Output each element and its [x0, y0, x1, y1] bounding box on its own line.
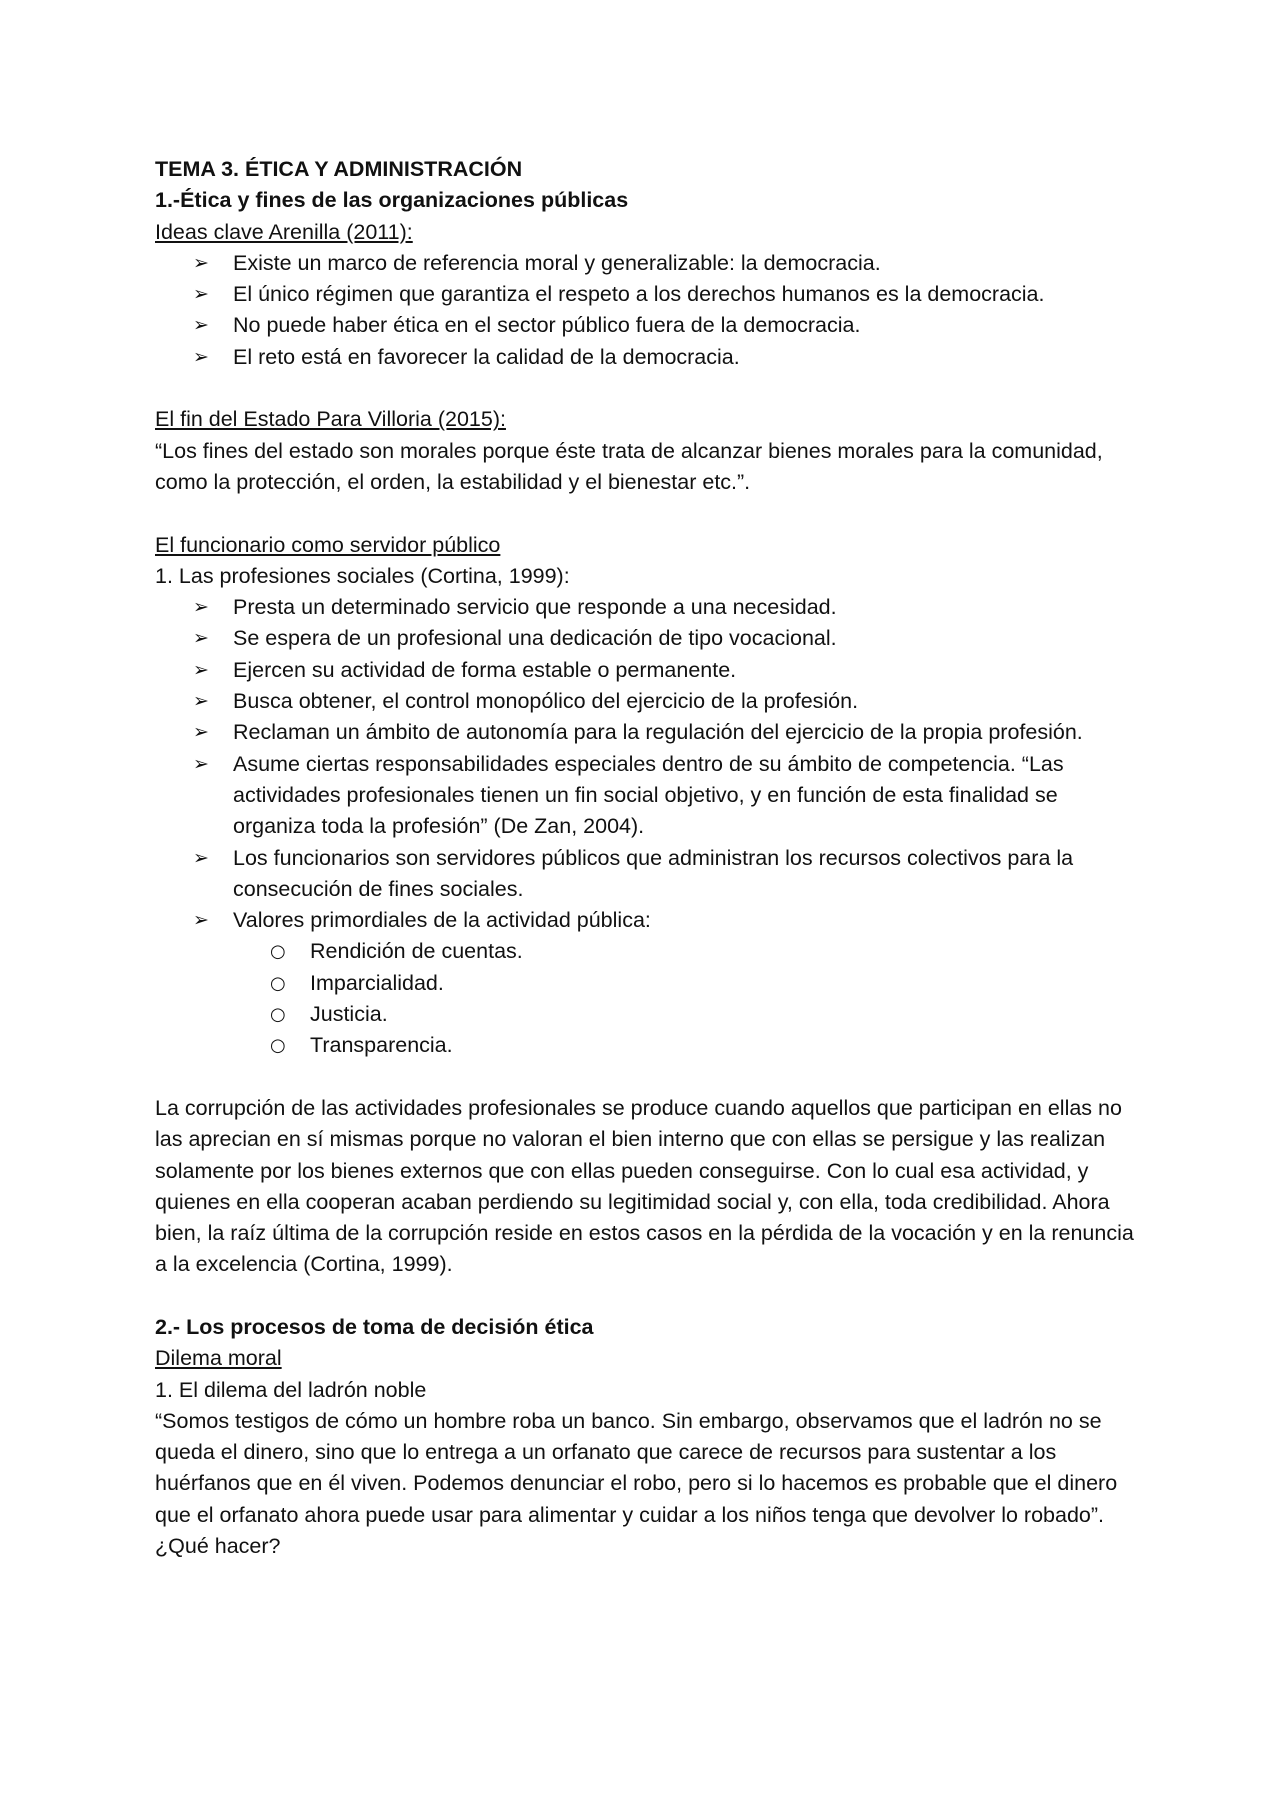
- list-item: ○ Rendición de cuentas.: [155, 936, 1145, 967]
- arrow-bullet-icon: ➢: [193, 752, 209, 775]
- arrow-bullet-icon: ➢: [193, 909, 209, 932]
- list-item: ➢ Los funcionarios son servidores públicos que administran los recursos colectivos para la consecución de fines sociales.: [155, 843, 1145, 906]
- arrow-bullet-icon: ➢: [193, 627, 209, 650]
- arrow-bullet-icon: ➢: [193, 283, 209, 306]
- list-item: ➢ Ejercen su actividad de forma estable o permanente.: [155, 655, 1145, 686]
- document-title: TEMA 3. ÉTICA Y ADMINISTRACIÓN: [155, 157, 523, 181]
- dilema-quote: “Somos testigos de cómo un hombre roba un banco. Sin embargo, observamos que el ladrón no se queda el dinero, sino que lo entrega a un orfanato que carece de recursos para sustentar a los huérfanos que en él viven. Podemos denunciar el robo, pero si lo hacemos es probable que el dinero que el orfanato ahora puede usar para alimentar y cuidar a los niños tenga que devolver lo robado”.: [155, 1408, 1118, 1527]
- arrow-bullet-icon: ➢: [193, 721, 209, 744]
- circle-bullet-icon: ○: [270, 972, 286, 994]
- profesiones-label: 1. Las profesiones sociales (Cortina, 1999):: [155, 563, 570, 588]
- section-1-heading: 1.-Ética y fines de las organizaciones públicas: [155, 188, 629, 213]
- list-item: ➢ El reto está en favorecer la calidad de la democracia.: [155, 342, 1145, 373]
- circle-bullet-icon: ○: [270, 1035, 286, 1057]
- arrow-bullet-icon: ➢: [193, 596, 209, 619]
- corrupcion-paragraph: La corrupción de las actividades profesionales se produce cuando aquellos que participan en ellas no las aprecian en sí mismas porque no valoran el bien interno que con ellas se persigue y las realizan solamente por los bienes externos que con ellas pueden conseguirse. Con lo cual esa actividad, y quienes en ella cooperan acaban perdiendo su legitimidad social y, con ella, toda credibilidad. Ahora bien, la raíz última de la corrupción reside en estos casos en la pérdida de la vocación y en la renuncia a la excelencia (Cortina, 1999).: [155, 1095, 1134, 1277]
- list-item: ○ Justicia.: [155, 999, 1145, 1030]
- section-2-heading: 2.- Los procesos de toma de decisión ética: [155, 1314, 594, 1339]
- arrow-bullet-icon: ➢: [193, 251, 209, 274]
- funcionario-label: El funcionario como servidor público: [155, 532, 501, 557]
- list-item: ➢ Asume ciertas responsabilidades especiales dentro de su ámbito de competencia. “Las actividades profesionales tienen un fin social objetivo, y en función de esta finalidad se organiza toda la profesión” (De Zan, 2004).: [155, 749, 1145, 843]
- list-item: ➢ Se espera de un profesional una dedicación de tipo vocacional.: [155, 623, 1145, 654]
- arrow-bullet-icon: ➢: [193, 658, 209, 681]
- valores-list: [155, 936, 1145, 1061]
- arrow-bullet-icon: ➢: [193, 690, 209, 713]
- list-item: ➢ Presta un determinado servicio que responde a una necesidad.: [155, 592, 1145, 623]
- question-text: ¿Qué hacer?: [155, 1534, 281, 1559]
- list-item: ➢ El único régimen que garantiza el respeto a los derechos humanos es la democracia.: [155, 279, 1145, 310]
- ideas-clave-list: [155, 248, 1145, 373]
- list-item: ➢ No puede haber ética en el sector público fuera de la democracia.: [155, 310, 1145, 341]
- ideas-clave-label: Ideas clave Arenilla (2011):: [155, 219, 413, 244]
- list-item: ○ Imparcialidad.: [155, 968, 1145, 999]
- dilema-label: Dilema moral: [155, 1346, 282, 1371]
- circle-bullet-icon: ○: [270, 941, 286, 963]
- profesiones-list: [155, 592, 1145, 936]
- arrow-bullet-icon: ➢: [193, 314, 209, 337]
- arrow-bullet-icon: ➢: [193, 846, 209, 869]
- list-item: ➢ Existe un marco de referencia moral y generalizable: la democracia.: [155, 248, 1145, 279]
- list-item: ➢ Busca obtener, el control monopólico del ejercicio de la profesión.: [155, 686, 1145, 717]
- list-item: ➢ Reclaman un ámbito de autonomía para la regulación del ejercicio de la propia profesión.: [155, 717, 1145, 748]
- dilema-title: 1. El dilema del ladrón noble: [155, 1377, 427, 1402]
- arrow-bullet-icon: ➢: [193, 345, 209, 368]
- fin-estado-label: El fin del Estado Para Villoria (2015):: [155, 407, 506, 432]
- fin-estado-quote: “Los fines del estado son morales porque éste trata de alcanzar bienes morales para la comunidad, como la protección, el orden, la estabilidad y el bienestar etc.”.: [155, 438, 1103, 494]
- list-item: ○ Transparencia.: [155, 1030, 1145, 1061]
- list-item: ➢ Valores primordiales de la actividad pública:: [155, 905, 1145, 936]
- circle-bullet-icon: ○: [270, 1004, 286, 1026]
- document-body: [155, 154, 1145, 1562]
